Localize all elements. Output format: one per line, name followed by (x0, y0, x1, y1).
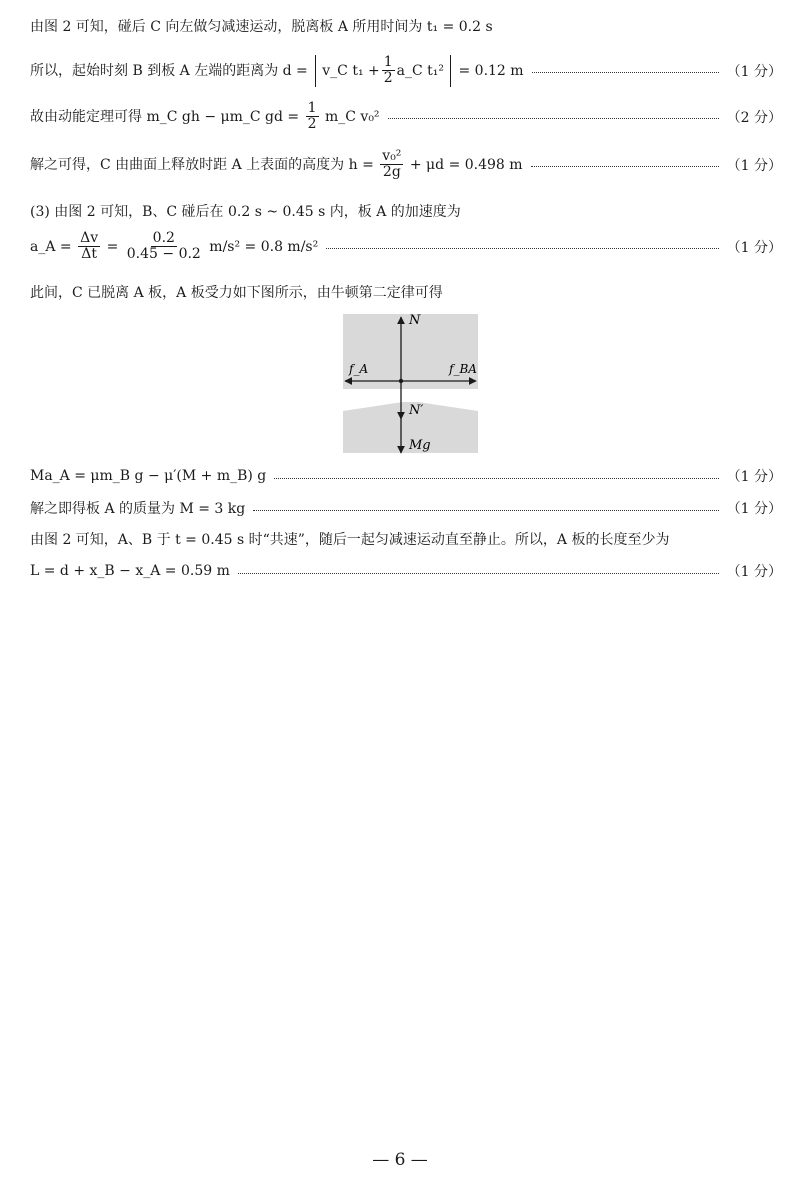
page-number: — 6 — (372, 1150, 428, 1170)
fraction-numerator: Δv (80, 230, 99, 246)
line-2-prefix: 所以，起始时刻 B 到板 A 左端的距离为 d = (30, 62, 308, 79)
line-4-prefix: 解之可得，C 由曲面上释放时距 A 上表面的高度为 h = (30, 156, 374, 173)
dot-leader (531, 166, 719, 167)
abs-term-b: a_C t₁² (396, 62, 445, 79)
fraction-numerator: 1 (383, 54, 393, 70)
label-Nprime: N′ (409, 403, 424, 418)
line-6 (30, 231, 782, 263)
line-11 (30, 561, 782, 581)
score-label: （1 分） (726, 157, 782, 174)
line-7-text: 此间，C 已脱离 A 板，A 板受力如下图所示，由牛顿第二定律可得 (30, 285, 443, 301)
line-4 (30, 149, 782, 181)
line-2-suffix: = 0.12 m (458, 62, 524, 79)
line-7 (30, 282, 782, 302)
abs-term-a: v_C t₁ + (322, 62, 380, 79)
fraction-denominator: 2 (383, 70, 393, 87)
label-fBA: f_BA (449, 362, 477, 376)
line-8 (30, 466, 782, 486)
fraction-denominator: 0.45 − 0.2 (126, 246, 201, 263)
fraction-denominator: 2 (307, 116, 317, 133)
score-label: （1 分） (726, 564, 782, 580)
label-fA: f_A (349, 362, 369, 376)
line-3 (30, 101, 782, 133)
label-Mg: Mg (409, 438, 431, 453)
line-11-text: L = d + x_B − x_A = 0.59 m (30, 563, 230, 579)
line-6-expr (30, 231, 318, 263)
fraction-denominator: Δt (81, 246, 97, 263)
line-9-text: 解之即得板 A 的质量为 M = 3 kg (30, 501, 246, 517)
line-9 (30, 498, 782, 518)
force-point (399, 379, 403, 383)
fraction-values (125, 231, 203, 263)
fraction-half (382, 55, 395, 87)
dot-leader (238, 573, 719, 574)
line-3-prefix: 故由动能定理可得 m_C gh − μm_C gd = (30, 108, 300, 125)
dot-leader (253, 510, 718, 511)
line-6-suffix: m/s² = 0.8 m/s² (209, 238, 319, 255)
dot-leader (532, 72, 719, 73)
line-6-prefix: a_A = (30, 238, 72, 255)
line-2-expr (30, 55, 524, 87)
fraction-numerator: 1 (307, 100, 317, 116)
line-3-suffix: m_C v₀² (324, 108, 380, 125)
abs-value-expr (315, 55, 451, 87)
dot-leader (326, 248, 718, 249)
force-diagram (343, 309, 478, 455)
score-label: （1 分） (726, 501, 782, 517)
dot-leader (388, 118, 719, 119)
fraction-half (306, 101, 319, 133)
score-label: （1 分） (726, 469, 782, 485)
fraction-denominator: 2g (382, 164, 401, 181)
fraction-h (380, 149, 403, 181)
label-N: N (409, 313, 421, 328)
line-5 (30, 201, 782, 221)
score-label: （1 分） (726, 63, 782, 80)
line-4-expr (30, 149, 523, 181)
dot-leader (274, 478, 718, 479)
line-4-suffix: + μd = 0.498 m (409, 156, 523, 173)
line-1 (30, 16, 782, 36)
line-8-text: Ma_A = μm_B g − μ′(M + m_B) g (30, 468, 267, 484)
fraction-numerator: 0.2 (152, 230, 175, 246)
line-1-text: 由图 2 可知，碰后 C 向左做匀减速运动，脱离板 A 所用时间为 t₁ = 0.2 s (30, 19, 493, 35)
score-label: （2 分） (726, 109, 782, 126)
line-10-text: 由图 2 可知，A、B 于 t = 0.45 s 时“共速”，随后一起匀减速运动直至静止。所以，A 板的长度至少为 (30, 532, 670, 548)
fraction-dv-dt (78, 231, 100, 263)
line-5-text: (3) 由图 2 可知，B、C 碰后在 0.2 s ~ 0.45 s 内，板 A 的加速度为 (30, 204, 461, 220)
equals-sign: = (106, 238, 119, 255)
score-label: （1 分） (726, 239, 782, 256)
line-2 (30, 55, 782, 87)
line-3-expr (30, 101, 380, 133)
line-10 (30, 529, 782, 549)
fraction-numerator: v₀² (382, 148, 402, 164)
